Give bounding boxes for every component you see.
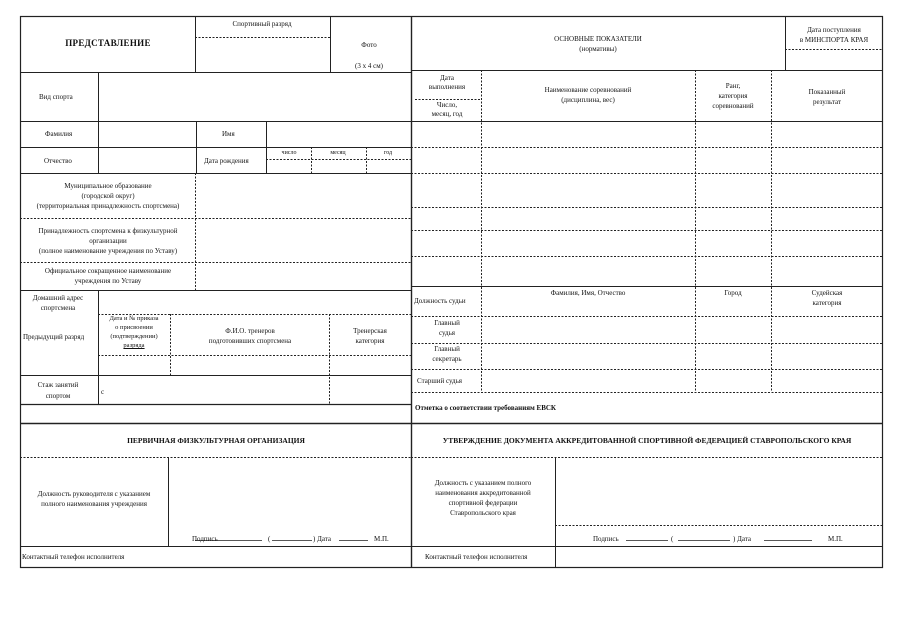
exec-date-label-4: месяц, год	[431, 110, 463, 118]
org-label-2: организации	[89, 237, 127, 245]
name-label: Имя	[222, 130, 235, 138]
indicators-title: ОСНОВНЫЕ ПОКАЗАТЕЛИ	[554, 35, 642, 43]
short-name-field[interactable]	[196, 263, 410, 290]
chief-judge-label-1: Главный	[434, 319, 460, 327]
judge-category-label-1: Судейская	[811, 289, 843, 297]
exec-date-label-1: Дата	[440, 74, 454, 82]
patronymic-field[interactable]	[99, 148, 196, 173]
coach-category-label-1: Тренерская	[353, 327, 387, 335]
coach-fio-label-1: Ф.И.О. тренеров	[225, 327, 275, 335]
order-label-4: разряда	[123, 342, 145, 349]
short-name-label-1: Официальное сокращенное наименование	[44, 267, 172, 275]
birth-date-label: Дата рождения	[204, 157, 249, 165]
result-label-1: Показанный	[808, 88, 846, 96]
left-contact-phone-label: Контактный телефон исполнителя	[22, 553, 125, 561]
training-since-label: с	[101, 388, 105, 396]
chief-secretary-label-2: секретарь	[432, 355, 462, 363]
right-signature-field[interactable]	[626, 532, 668, 541]
prev-rank-label: Предыдущий разряд	[23, 333, 85, 341]
sport-rank-label: Спортивный разряд	[232, 20, 292, 28]
right-date-label: ) Дата	[733, 535, 752, 543]
coach-fio-label-2: подготовивших спортсмена	[208, 337, 292, 345]
chief-secretary-label-1: Главный	[434, 345, 460, 353]
training-field[interactable]	[108, 376, 410, 404]
receipt-date-label-1: Дата поступления	[807, 26, 861, 34]
result-label-2: результат	[812, 98, 842, 106]
approval-title: УТВЕРЖДЕНИЕ ДОКУМЕНТА АККРЕДИТОВАННОЙ СПОРТИВНОЙ ФЕДЕРАЦИЕЙ СТАВРОПОЛЬСКОГО КРАЯ	[442, 436, 852, 445]
federation-position-label-1: Должность с указанием полного	[434, 479, 532, 487]
receipt-date-label-2: в МИНСПОРТА КРАЯ	[799, 36, 869, 44]
month-label: месяц	[330, 150, 346, 156]
competition-name-label-2: (дисциплина, вес)	[561, 96, 615, 104]
right-signature-label: Подпись	[593, 535, 619, 543]
judge-category-label-2: категория	[812, 299, 842, 307]
order-label-1: Дата и № приказа	[109, 315, 159, 322]
federation-position-label-2: наименования аккредитованной	[435, 489, 531, 497]
evsk-mark-field[interactable]	[412, 393, 882, 423]
org-field[interactable]	[196, 219, 410, 262]
org-label-3: (полное наименование учреждения по Уставу)	[38, 247, 178, 255]
left-mp-label: М.П.	[374, 535, 389, 543]
exec-date-label-3: Число,	[436, 101, 458, 109]
left-date-label: ) Дата	[313, 535, 332, 543]
federation-position-field[interactable]	[556, 458, 882, 525]
judge-position-label: Должность судьи	[414, 297, 466, 305]
prev-rank-field[interactable]	[99, 356, 410, 375]
federation-position-label-4: Ставропольского края	[450, 509, 516, 517]
sport-type-label: Вид спорта	[39, 93, 73, 101]
head-position-label-1: Должность руководителя с указанием	[37, 490, 151, 498]
order-label-3: (подтверждении)	[110, 333, 158, 340]
municipal-label-2: (городской округ)	[81, 192, 135, 200]
surname-field[interactable]	[99, 122, 196, 147]
federation-position-label-3: спортивной федерации	[448, 499, 518, 507]
right-contact-phone-field[interactable]	[556, 547, 882, 567]
chief-judge-field[interactable]	[482, 317, 882, 343]
left-signature-label: Подпись	[192, 535, 218, 543]
senior-judge-field[interactable]	[482, 370, 882, 392]
exec-date-label-2: выполнения	[428, 83, 466, 91]
rank-label-3: соревнований	[712, 102, 754, 110]
form-title: ПРЕДСТАВЛЕНИЕ	[65, 38, 151, 48]
rank-label-2: категория	[718, 92, 748, 100]
order-label-2: о присвоении	[115, 324, 153, 331]
photo-size-label: (3 х 4 см)	[355, 62, 383, 70]
competition-name-label-1: Наименование соревнований	[544, 86, 632, 94]
address-field[interactable]	[99, 291, 410, 314]
training-label-1: Стаж занятий	[37, 381, 79, 389]
rank-label-1: Ранг,	[725, 82, 741, 90]
primary-org-title: ПЕРВИЧНАЯ ФИЗКУЛЬТУРНАЯ ОРГАНИЗАЦИЯ	[127, 436, 305, 445]
right-mp-label: М.П.	[828, 535, 843, 543]
senior-judge-label: Старший судья	[417, 377, 463, 385]
head-position-field[interactable]	[169, 458, 410, 534]
photo-label: Фото	[361, 41, 377, 49]
year-label: год	[383, 150, 393, 156]
indicators-subtitle: (нормативы)	[579, 45, 617, 53]
training-label-2: спортом	[45, 392, 71, 400]
sport-type-field[interactable]	[99, 73, 410, 121]
chief-judge-label-2: судья	[438, 329, 456, 337]
right-paren-open: (	[671, 535, 674, 543]
patronymic-label: Отчество	[44, 157, 72, 165]
left-paren-open: (	[268, 535, 271, 543]
left-date-field[interactable]	[339, 532, 368, 541]
left-contact-phone-field[interactable]	[150, 547, 410, 567]
photo-area[interactable]	[331, 17, 410, 72]
birth-date-field[interactable]	[267, 160, 410, 173]
municipal-label-3: (территориальная принадлежность спортсмена)	[36, 202, 180, 210]
coach-category-label-2: категория	[355, 337, 385, 345]
surname-label: Фамилия	[45, 130, 73, 138]
sport-rank-field[interactable]	[196, 38, 330, 72]
chief-secretary-field[interactable]	[482, 344, 882, 369]
city-label: Город	[724, 289, 742, 297]
address-label-1: Домашний адрес	[32, 294, 84, 302]
name-field[interactable]	[267, 122, 410, 147]
right-contact-phone-label: Контактный телефон исполнителя	[425, 553, 528, 561]
head-position-label-2: полного наименования учреждения	[41, 500, 147, 508]
right-date-field[interactable]	[764, 532, 812, 541]
address-label-2: спортсмена	[40, 304, 76, 312]
evsk-label: Отметка о соответствии требованиям ЕВСК	[415, 404, 557, 412]
municipal-label-1: Муниципальное образование	[64, 182, 152, 190]
municipal-field[interactable]	[196, 174, 410, 218]
short-name-label-2: учреждения по Уставу	[74, 277, 142, 285]
org-label-1: Принадлежность спортсмена к физкультурной	[38, 227, 178, 235]
receipt-date-field[interactable]	[786, 50, 882, 70]
judge-fio-label: Фамилия, Имя, Отчество	[550, 289, 626, 297]
left-signature-field[interactable]	[195, 532, 262, 541]
day-label: число	[281, 150, 297, 156]
results-table-body[interactable]	[412, 122, 882, 286]
